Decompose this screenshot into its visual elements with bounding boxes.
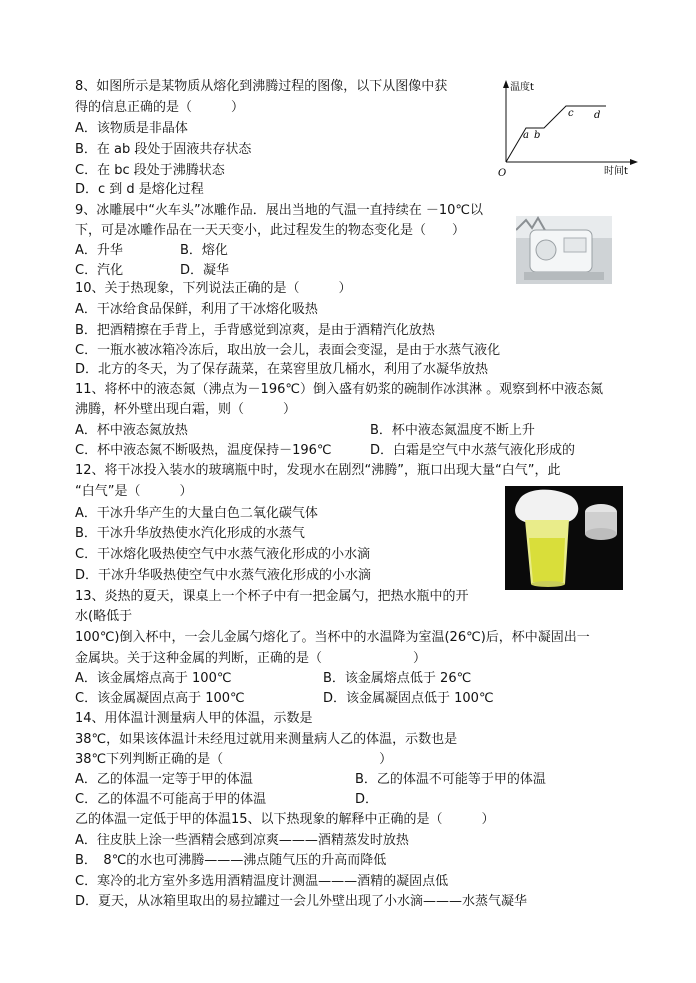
q14-option-c: C．乙的体温不可能高于甲的体温 <box>75 792 267 807</box>
q12-stem-1: 12、将干冰投入装水的玻璃瓶中时，发现水在剧烈“沸腾”，瓶口出现大量“白气”，此 <box>75 463 561 478</box>
q9-option-c: C．汽化 <box>75 263 124 278</box>
ice-sculpture-photo <box>516 216 612 284</box>
q15-option-d: D．夏天，从冰箱里取出的易拉罐过一会儿外壁出现了小水滴———水蒸气凝华 <box>75 894 528 909</box>
q15-option-a: A．往皮肤上涂一些酒精会感到凉爽———酒精蒸发时放热 <box>75 833 409 848</box>
q15-option-b: B． 8℃的水也可沸腾———沸点随气压的升高而降低 <box>75 853 387 868</box>
q9-option-a: A．升华 <box>75 243 123 258</box>
q13-stem-4: 金属块。关于这种金属的判断，正确的是（ ） <box>75 651 427 666</box>
q11-option-c: C．杯中液态氮不断吸热，温度保持－196℃ <box>75 443 332 458</box>
q10-option-b: B．把酒精擦在手背上，手背感觉到凉爽，是由于酒精汽化放热 <box>75 323 435 338</box>
graph-point-d: d <box>594 110 601 121</box>
q12-option-c: C．干冰熔化吸热使空气中水蒸气液化形成的小水滴 <box>75 547 371 562</box>
q13-stem-3: 100℃)倒入杯中，一会儿金属勺熔化了。当杯中的水温降为室温(26℃)后，杯中凝固出一 <box>75 630 590 645</box>
q11-option-a: A．杯中液态氮放热 <box>75 423 188 438</box>
q15-option-c: C．寒冷的北方室外多选用酒精温度计测温———酒精的凝固点低 <box>75 874 449 889</box>
dry-ice-glass-photo <box>505 486 623 590</box>
q13-option-b: B．该金属熔点低于 26℃ <box>323 671 472 686</box>
graph-point-c: c <box>568 108 574 119</box>
q13-option-c: C．该金属凝固点高于 100℃ <box>75 691 245 706</box>
q8-option-b: B．在 ab 段处于固液共存状态 <box>75 142 252 157</box>
q14-option-a: A．乙的体温一定等于甲的体温 <box>75 772 253 787</box>
q12-option-a: A．干冰升华产生的大量白色二氧化碳气体 <box>75 506 318 521</box>
graph-ylabel: 温度t <box>510 82 534 93</box>
q14-stem-3: 38℃下列判断正确的是（ ） <box>75 752 393 767</box>
q9-option-b: B．熔化 <box>180 243 228 258</box>
q13-option-a: A．该金属熔点高于 100℃ <box>75 671 232 686</box>
q12-option-b: B．干冰升华放热使水汽化形成的水蒸气 <box>75 526 305 541</box>
q10-option-d: D．北方的冬天，为了保存蔬菜，在菜窖里放几桶水，利用了水凝华放热 <box>75 362 489 377</box>
q8-option-c: C．在 bc 段处于沸腾状态 <box>75 163 225 178</box>
q11-option-b: B．杯中液态氮温度不断上升 <box>370 423 535 438</box>
q9-stem-1: 9、冰雕展中“火车头”冰雕作品．展出当地的气温一直持续在 －10℃以 <box>75 203 484 218</box>
q12-stem-2: “白气”是（ ） <box>75 484 193 499</box>
q14-option-d: D． <box>355 792 379 807</box>
graph-origin: O <box>498 168 507 179</box>
q13-stem-1: 13、炎热的夏天，课桌上一个杯子中有一把金属勺，把热水瓶中的开 <box>75 589 469 604</box>
q13-option-d: D．该金属凝固点低于 100℃ <box>323 691 494 706</box>
q14-stem-2: 38℃，如果该体温计未经甩过就用来测量病人乙的体温，示数也是 <box>75 732 458 747</box>
q10-stem: 10、关于热现象，下列说法正确的是（ ） <box>75 281 352 296</box>
graph-point-b: b <box>534 130 541 141</box>
q10-option-c: C．一瓶水被冰箱冷冻后，取出放一会儿，表面会变湿，是由于水蒸气液化 <box>75 343 501 358</box>
q8-option-d: D．c 到 d 是熔化过程 <box>75 182 204 197</box>
q11-stem-2: 沸腾，杯外壁出现白霜，则（ ） <box>75 402 297 417</box>
q14-option-d-and-q15-stem: 乙的体温一定低于甲的体温15、以下热现象的解释中正确的是（ ） <box>75 812 495 827</box>
q10-option-a: A．干冰给食品保鲜，利用了干冰熔化吸热 <box>75 302 318 317</box>
melting-boiling-graph <box>492 76 642 180</box>
q8-option-a: A．该物质是非晶体 <box>75 121 188 136</box>
q13-stem-2: 水(略低于 <box>75 609 133 624</box>
q11-option-d: D．白霜是空气中水蒸气液化形成的 <box>370 443 576 458</box>
q11-stem-1: 11、将杯中的液态氮（沸点为－196℃）倒入盛有奶浆的碗制作冰淇淋 。观察到杯中液态氮 <box>75 382 604 397</box>
graph-point-a: a <box>523 130 529 141</box>
q8-stem-1: 8、如图所示是某物质从熔化到沸腾过程的图像，以下从图像中获 <box>75 79 448 94</box>
q9-stem-2: 下，可是冰雕作品在一天天变小，此过程发生的物态变化是（ ） <box>75 223 466 238</box>
q12-option-d: D．干冰升华吸热使空气中水蒸气液化形成的小水滴 <box>75 568 372 583</box>
q14-option-b: B．乙的体温不可能等于甲的体温 <box>355 772 546 787</box>
q14-stem-1: 14、用体温计测量病人甲的体温，示数是 <box>75 711 313 726</box>
graph-xlabel: 时间t <box>604 166 628 177</box>
q9-option-d: D．凝华 <box>180 263 230 278</box>
q8-stem-2: 得的信息正确的是（ ） <box>75 100 245 115</box>
